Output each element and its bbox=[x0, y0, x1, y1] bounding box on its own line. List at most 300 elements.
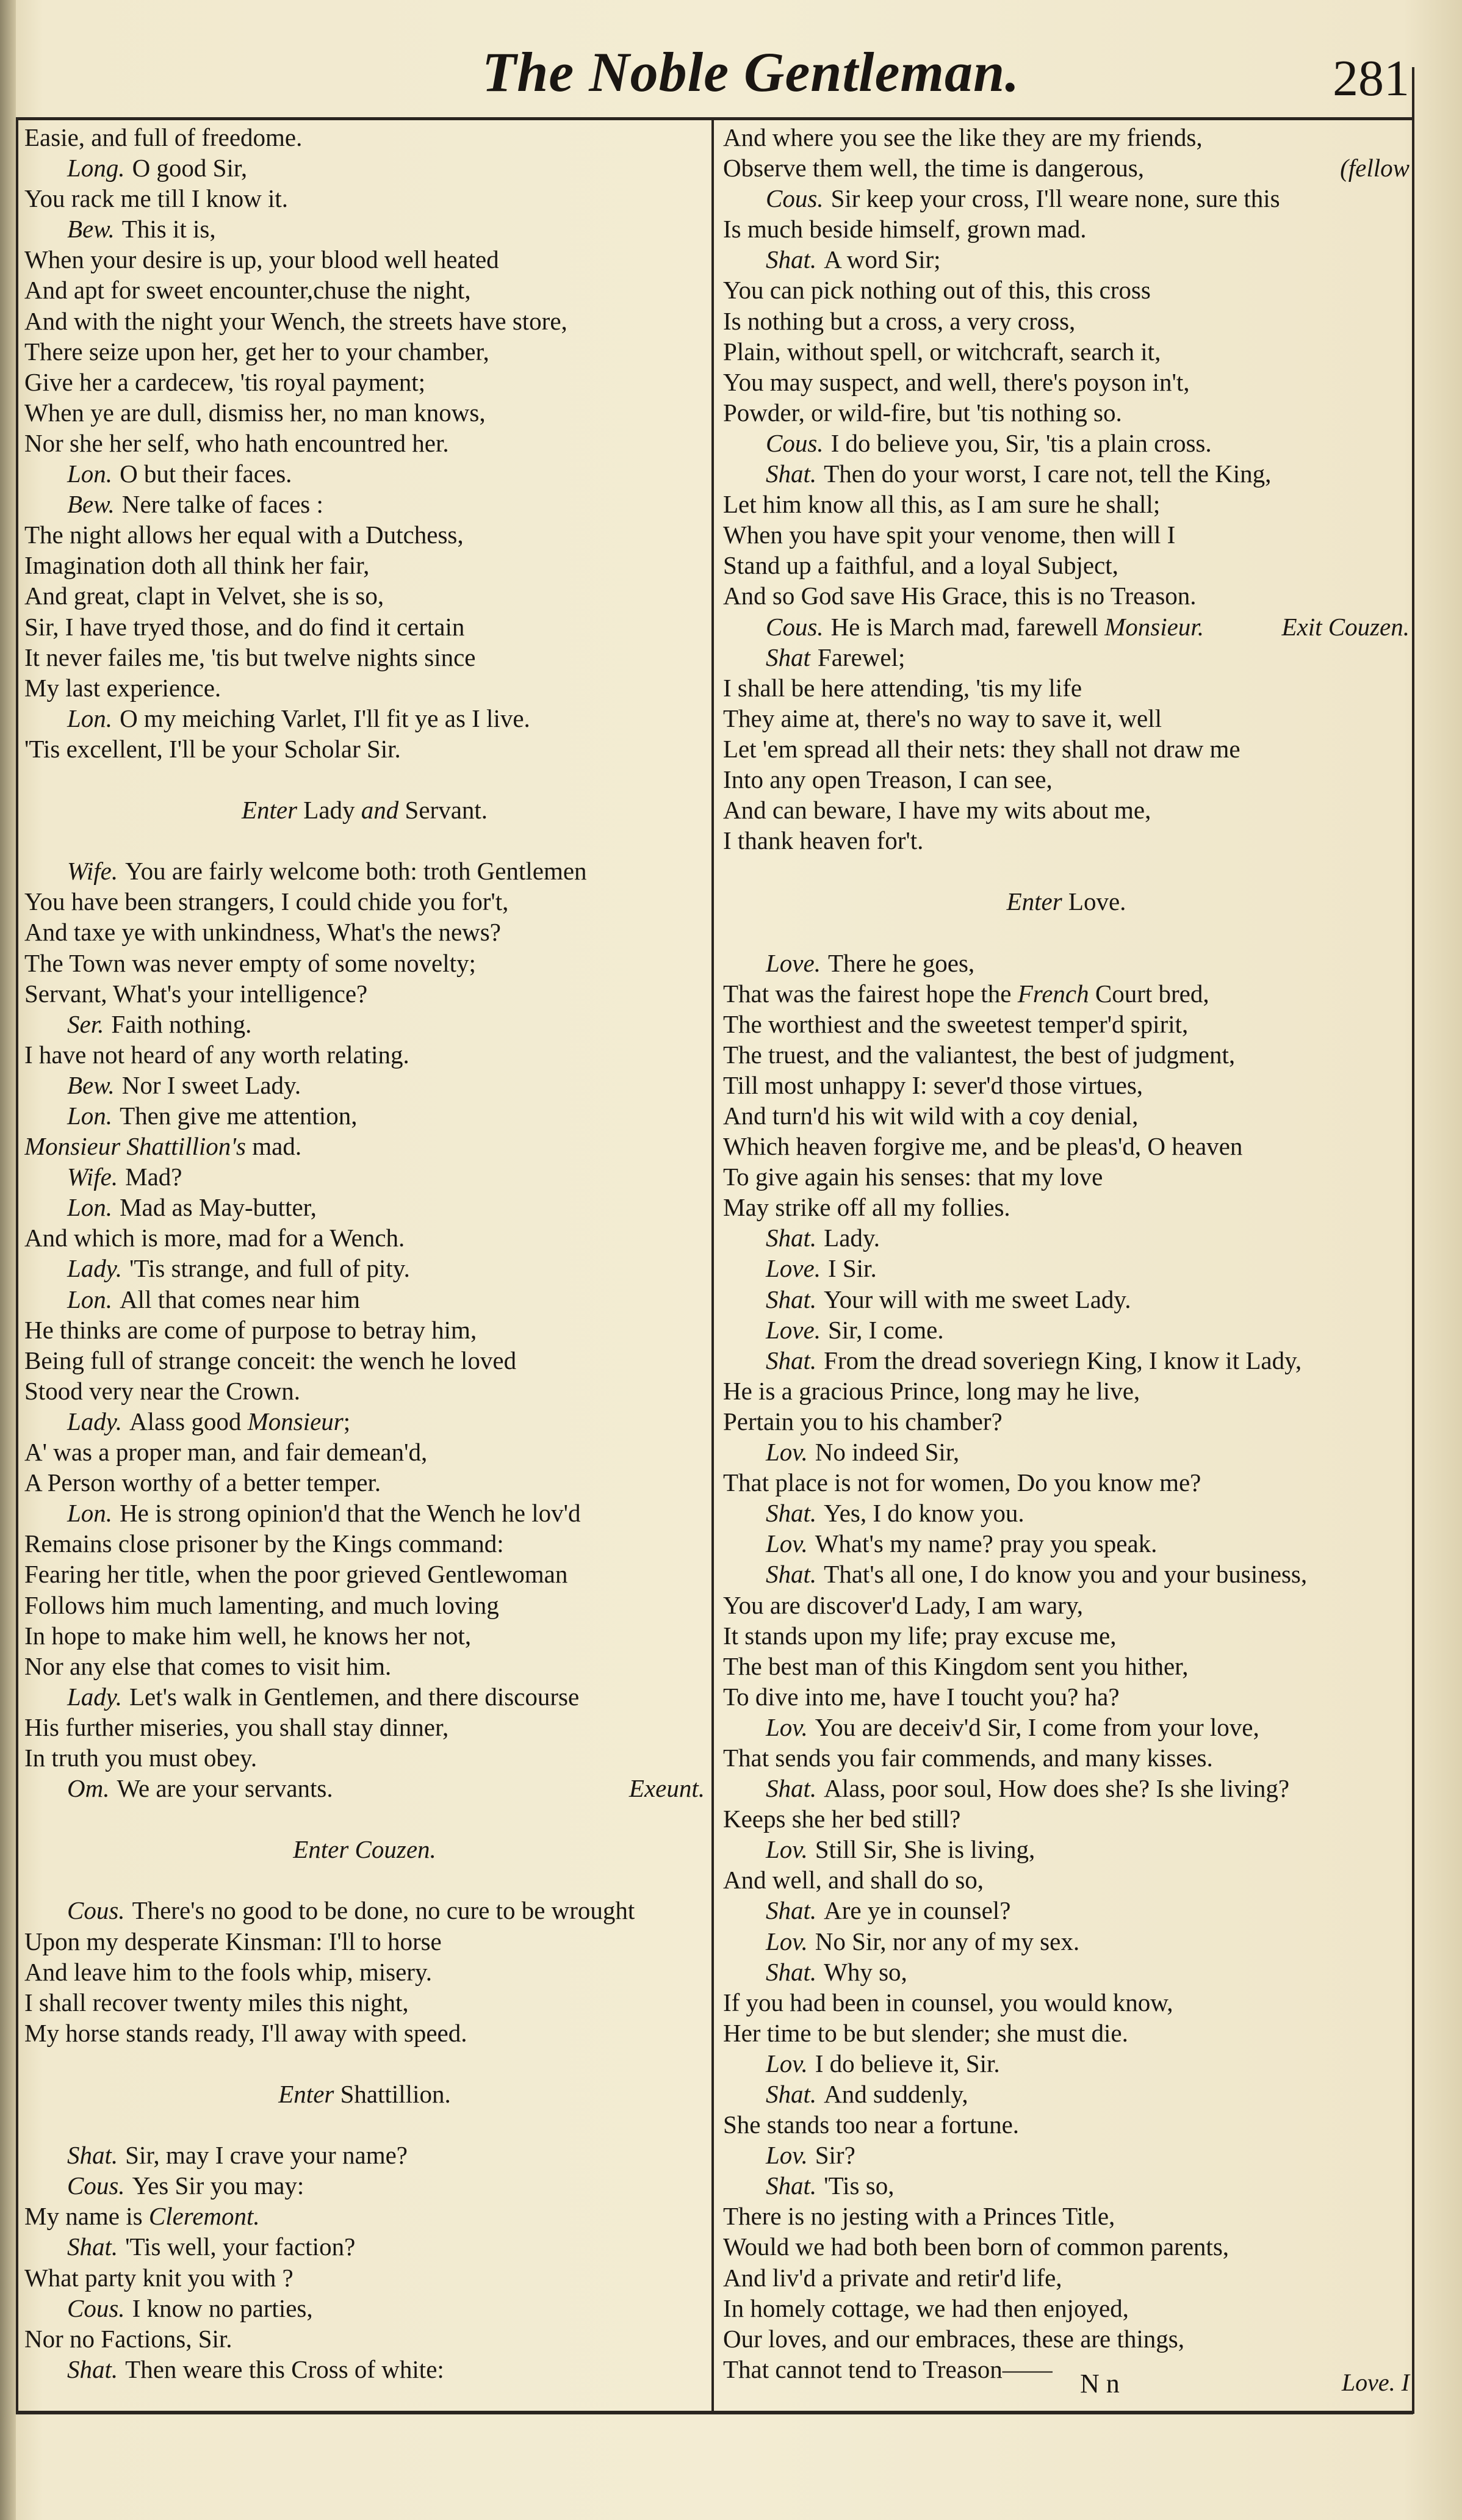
line-text: You are fairly welcome both: troth Gentlemen bbox=[125, 857, 587, 886]
line-text: I thank heaven for't. bbox=[723, 826, 924, 855]
line-text: And turn'd his wit wild with a coy denial, bbox=[723, 1102, 1139, 1130]
catchword: Love. I bbox=[1341, 2369, 1410, 2396]
verse-line bbox=[723, 703, 1410, 734]
speech-line bbox=[24, 1100, 705, 1131]
verse-line bbox=[723, 1742, 1410, 1773]
line-text: My name is bbox=[24, 2202, 143, 2231]
speaker-name: Lov. bbox=[766, 1529, 808, 1558]
speech-line bbox=[24, 2293, 705, 2323]
speaker-name: Cous. bbox=[766, 184, 824, 213]
line-text: Our loves, and our embraces, these are things, bbox=[723, 2324, 1184, 2353]
line-text: This it is, bbox=[121, 215, 216, 244]
line-text: You rack me till I know it. bbox=[24, 184, 289, 213]
line-text: O but their faces. bbox=[120, 460, 292, 488]
speaker-name: Shat. bbox=[766, 1560, 817, 1589]
speaker-name: Lov. bbox=[766, 2049, 808, 2078]
line-text: Sir? bbox=[815, 2141, 855, 2170]
line-text: I do believe it, Sir. bbox=[815, 2049, 1000, 2078]
verse-line bbox=[24, 1315, 705, 1345]
verse-line bbox=[24, 428, 705, 458]
speaker-name: Wife. bbox=[67, 857, 118, 886]
line-text: To give again his senses: that my love bbox=[723, 1163, 1103, 1191]
line-text: The best man of this Kingdom sent you hither, bbox=[723, 1652, 1189, 1680]
speaker-name: Bew. bbox=[67, 215, 115, 244]
speaker-name: Lov. bbox=[766, 1713, 808, 1741]
speaker-name: Lady. bbox=[67, 1254, 122, 1283]
line-text: There is no jesting with a Princes Title, bbox=[723, 2202, 1115, 2231]
line-text: Then give me attention, bbox=[120, 1102, 358, 1130]
verse-line bbox=[24, 183, 705, 214]
speech-line bbox=[723, 2079, 1410, 2109]
verse-line bbox=[24, 1437, 705, 1467]
verse-line bbox=[723, 2293, 1410, 2323]
speech-line bbox=[24, 214, 705, 244]
stage-direction-text: Shattillion. bbox=[340, 2080, 451, 2108]
speech-line bbox=[24, 1009, 705, 1039]
line-text: Which heaven forgive me, and be pleas'd, O heaven bbox=[723, 1132, 1243, 1161]
line-text: Is nothing but a cross, a very cross, bbox=[723, 306, 1076, 335]
verse-line bbox=[723, 1803, 1410, 1834]
speaker-name: Bew. bbox=[67, 1070, 115, 1099]
verse-line bbox=[723, 550, 1410, 580]
line-text: Give her a cardecew, 'tis royal payment; bbox=[24, 367, 426, 396]
line-text: In truth you must obey. bbox=[24, 1743, 257, 1772]
line-text: Nor any else that comes to visit him. bbox=[24, 1652, 392, 1680]
verse-line bbox=[723, 1100, 1410, 1131]
page-header bbox=[0, 0, 1462, 128]
speech-line bbox=[24, 153, 705, 183]
speech-line bbox=[24, 703, 705, 734]
speaker-name: Lon. bbox=[67, 1102, 113, 1130]
stage-direction-text: Servant. bbox=[405, 796, 488, 825]
binding-shadow bbox=[0, 0, 16, 2520]
line-text: I shall recover twenty miles this night, bbox=[24, 1988, 409, 2016]
speaker-name: Shat bbox=[766, 643, 810, 671]
speaker-name: Lov. bbox=[766, 1438, 808, 1467]
left-text-column bbox=[24, 122, 705, 2411]
stage-direction bbox=[24, 1834, 705, 1865]
verse-line bbox=[723, 1620, 1410, 1651]
line-text: Upon my desperate Kinsman: I'll to horse bbox=[24, 1927, 442, 1955]
speaker-name: Shat. bbox=[67, 2233, 118, 2261]
line-text: And so God save His Grace, this is no Treason. bbox=[723, 582, 1197, 610]
verse-line bbox=[723, 1987, 1410, 2018]
line-text: A' was a proper man, and fair demean'd, bbox=[24, 1438, 428, 1467]
line-text: Sir, I come. bbox=[827, 1315, 944, 1344]
column-divider-rule bbox=[711, 119, 714, 2414]
speech-line bbox=[723, 2170, 1410, 2201]
speaker-name: Cous. bbox=[766, 612, 824, 641]
line-text: O good Sir, bbox=[132, 154, 248, 182]
line-text: Still Sir, She is living, bbox=[815, 1835, 1035, 1864]
speech-line bbox=[723, 612, 1410, 642]
line-text: That sends you fair commends, and many kisses. bbox=[723, 1743, 1213, 1772]
speech-line bbox=[723, 1712, 1410, 1742]
line-text: And great, clapt in Velvet, she is so, bbox=[24, 582, 384, 610]
verse-line bbox=[24, 1131, 705, 1161]
line-text: Mad as May-butter, bbox=[120, 1193, 317, 1222]
line-text: When your desire is up, your blood well heated bbox=[24, 245, 499, 274]
verse-line bbox=[24, 673, 705, 703]
line-text: He thinks are come of purpose to betray him, bbox=[24, 1315, 477, 1344]
line-text: O my meiching Varlet, I'll fit ye as I live. bbox=[120, 704, 530, 732]
speech-line bbox=[24, 2170, 705, 2201]
line-text: 'Tis so, bbox=[824, 2172, 895, 2200]
speaker-name: Love. bbox=[766, 1315, 821, 1344]
verse-line bbox=[723, 2018, 1410, 2048]
verse-line bbox=[723, 214, 1410, 244]
blank-line bbox=[24, 1865, 705, 1895]
line-text: Are ye in counsel? bbox=[824, 1896, 1011, 1925]
verse-line bbox=[723, 1651, 1410, 1681]
verse-line bbox=[723, 2231, 1410, 2262]
line-text: And leave him to the fools whip, misery. bbox=[24, 1957, 433, 1986]
line-text: And where you see the like they are my friends, bbox=[723, 123, 1203, 151]
line-text: That cannot tend to Treason—— bbox=[723, 2355, 1053, 2383]
speaker-name: Lon. bbox=[67, 1285, 113, 1313]
verse-line bbox=[24, 1345, 705, 1376]
speaker-name: Shat. bbox=[766, 1896, 817, 1925]
italic-text: French bbox=[1017, 979, 1089, 1008]
verse-line bbox=[24, 978, 705, 1009]
speaker-name: Shat. bbox=[766, 1499, 817, 1528]
line-tail: ; bbox=[343, 1407, 351, 1435]
verse-line bbox=[723, 1009, 1410, 1039]
speaker-name: Shat. bbox=[766, 245, 817, 274]
italic-text: Monsieur. bbox=[1104, 612, 1204, 641]
speech-line bbox=[24, 489, 705, 519]
line-text: Why so, bbox=[824, 1957, 907, 1986]
speaker-name: Bew. bbox=[67, 490, 115, 519]
speaker-name: Lov. bbox=[766, 1927, 808, 1955]
stage-direction-text: Love. bbox=[1068, 887, 1126, 916]
line-text: That place is not for women, Do you know me? bbox=[723, 1468, 1201, 1497]
speaker-name: Ser. bbox=[67, 1009, 104, 1038]
line-text: We are your servants. bbox=[117, 1774, 333, 1803]
stage-direction bbox=[24, 2079, 705, 2109]
line-text: He is strong opinion'd that the Wench he lov'd bbox=[120, 1499, 581, 1528]
verse-line bbox=[723, 673, 1410, 703]
line-text: I have not heard of any worth relating. bbox=[24, 1040, 409, 1069]
line-text: Is much beside himself, grown mad. bbox=[723, 215, 1087, 244]
speech-line bbox=[723, 1528, 1410, 1559]
speaker-name: Cous. bbox=[766, 428, 824, 457]
blank-line bbox=[723, 856, 1410, 886]
line-text: The night allows her equal with a Dutchess, bbox=[24, 521, 464, 549]
line-text: Sir, I have tryed those, and do find it certain bbox=[24, 612, 465, 641]
line-text: The Town was never empty of some novelty; bbox=[24, 948, 476, 977]
speaker-name: Wife. bbox=[67, 1163, 118, 1191]
line-text: If you had been in counsel, you would know, bbox=[723, 1988, 1173, 2016]
speech-line bbox=[723, 1773, 1410, 1803]
verse-line bbox=[723, 306, 1410, 336]
verse-line bbox=[723, 1467, 1410, 1498]
verse-line bbox=[723, 275, 1410, 305]
line-text: mad. bbox=[252, 1132, 302, 1161]
blank-line bbox=[24, 764, 705, 795]
left-border-rule bbox=[16, 119, 18, 2414]
speech-line bbox=[24, 1895, 705, 1926]
line-text: And apt for sweet encounter,chuse the night, bbox=[24, 276, 471, 305]
line-text: She stands too near a fortune. bbox=[723, 2110, 1020, 2139]
verse-line bbox=[24, 1590, 705, 1620]
exit-direction: Exeunt. bbox=[628, 1774, 705, 1803]
verse-line bbox=[24, 580, 705, 611]
line-text: Nere talke of faces : bbox=[121, 490, 323, 519]
line-text: Then weare this Cross of white: bbox=[125, 2355, 444, 2383]
speech-line bbox=[24, 2354, 705, 2385]
verse-line bbox=[723, 489, 1410, 519]
verse-line bbox=[723, 1039, 1410, 1070]
line-text: You may suspect, and well, there's poyson in't, bbox=[723, 367, 1190, 396]
verse-line bbox=[24, 2323, 705, 2354]
speaker-name: Shat. bbox=[766, 2172, 817, 2200]
speech-line bbox=[723, 428, 1410, 458]
running-title: The Noble Gentleman. bbox=[482, 41, 1020, 103]
right-border-rule bbox=[1412, 67, 1414, 2414]
line-text: A word Sir; bbox=[824, 245, 941, 274]
line-text: Pertain you to his chamber? bbox=[723, 1407, 1003, 1435]
italic-text: Cleremont. bbox=[148, 2202, 260, 2231]
line-text: Easie, and full of freedome. bbox=[24, 123, 303, 151]
line-text: Nor she her self, who hath encountred her. bbox=[24, 428, 449, 457]
blank-line bbox=[24, 2109, 705, 2140]
stage-direction-conj: and bbox=[361, 796, 399, 825]
verse-line bbox=[24, 886, 705, 917]
speaker-name: Love. bbox=[766, 1254, 821, 1283]
blank-line bbox=[24, 825, 705, 856]
speaker-name: Shat. bbox=[766, 1957, 817, 1986]
blank-line bbox=[24, 1803, 705, 1834]
line-text: And can beware, I have my wits about me, bbox=[723, 796, 1151, 825]
line-text: It never failes me, 'tis but twelve nights since bbox=[24, 643, 476, 671]
line-text: You are discover'd Lady, I am wary, bbox=[723, 1590, 1083, 1619]
speaker-name: Shat. bbox=[766, 460, 817, 488]
verse-line bbox=[24, 2018, 705, 2048]
stage-direction-verb: Enter Couzen. bbox=[293, 1835, 436, 1864]
line-text: Then do your worst, I care not, tell the King, bbox=[824, 460, 1272, 488]
speaker-name: Lon. bbox=[67, 460, 113, 488]
verse-line bbox=[723, 1070, 1410, 1100]
verse-line bbox=[24, 1467, 705, 1498]
line-text: And well, and shall do so, bbox=[723, 1866, 984, 1894]
verse-line bbox=[723, 1192, 1410, 1222]
verse-line bbox=[24, 2201, 705, 2231]
speech-line bbox=[723, 1895, 1410, 1926]
verse-line bbox=[723, 2323, 1410, 2354]
line-text: That was the fairest hope the bbox=[723, 979, 1012, 1008]
line-text: And suddenly, bbox=[824, 2080, 968, 2108]
speech-line bbox=[24, 1253, 705, 1283]
line-text: From the dread soveriegn King, I know it Lady, bbox=[824, 1346, 1302, 1374]
verse-line bbox=[723, 397, 1410, 428]
speech-line bbox=[723, 642, 1410, 673]
verse-line bbox=[24, 1957, 705, 1987]
stage-direction-text: Lady bbox=[303, 796, 355, 825]
speaker-name: Shat. bbox=[766, 1774, 817, 1803]
speaker-name: Shat. bbox=[766, 1224, 817, 1252]
verse-line bbox=[24, 1620, 705, 1651]
line-text: Farewel; bbox=[817, 643, 906, 671]
line-text: Let him know all this, as I am sure he shall; bbox=[723, 490, 1161, 519]
line-text: May strike off all my follies. bbox=[723, 1193, 1010, 1222]
verse-line bbox=[723, 795, 1410, 825]
speaker-name: Cous. bbox=[67, 1896, 125, 1925]
verse-line bbox=[24, 642, 705, 673]
verse-line bbox=[723, 1406, 1410, 1437]
verse-line bbox=[723, 1681, 1410, 1712]
speech-line bbox=[24, 2231, 705, 2262]
stage-direction-verb: Enter bbox=[241, 796, 298, 825]
speaker-name: Lon. bbox=[67, 1193, 113, 1222]
line-text: You have been strangers, I could chide you for't, bbox=[24, 887, 509, 916]
line-text: Stood very near the Crown. bbox=[24, 1376, 301, 1405]
line-text: In homely cottage, we had then enjoyed, bbox=[723, 2294, 1129, 2322]
verse-line bbox=[723, 367, 1410, 397]
stage-direction bbox=[723, 886, 1410, 917]
speech-line bbox=[723, 1559, 1410, 1589]
speech-line bbox=[723, 1315, 1410, 1345]
verse-line bbox=[723, 1865, 1410, 1895]
speech-line bbox=[24, 856, 705, 886]
verse-line bbox=[24, 244, 705, 275]
line-text: There he goes, bbox=[827, 948, 975, 977]
verse-line bbox=[723, 122, 1410, 153]
speech-line bbox=[24, 2140, 705, 2170]
line-text: When ye are dull, dismiss her, no man knows, bbox=[24, 398, 486, 427]
line-text: Powder, or wild-fire, but 'tis nothing so. bbox=[723, 398, 1122, 427]
verse-line bbox=[24, 734, 705, 764]
speaker-name: Lady. bbox=[67, 1682, 122, 1711]
verse-line bbox=[723, 2109, 1410, 2140]
line-text: Till most unhappy I: sever'd those virtues, bbox=[723, 1070, 1143, 1099]
verse-line bbox=[723, 1376, 1410, 1406]
header-rule bbox=[16, 117, 1413, 120]
line-text: And taxe ye with unkindness, What's the news? bbox=[24, 918, 501, 947]
line-text: I Sir. bbox=[827, 1254, 877, 1283]
line-text: He is a gracious Prince, long may he live, bbox=[723, 1376, 1140, 1405]
line-text: The worthiest and the sweetest temper'd spirit, bbox=[723, 1009, 1189, 1038]
speaker-name: Shat. bbox=[766, 1346, 817, 1374]
verse-line bbox=[24, 1039, 705, 1070]
line-text: It stands upon my life; pray excuse me, bbox=[723, 1621, 1117, 1650]
speaker-name: Cous. bbox=[67, 2294, 125, 2322]
verse-line bbox=[723, 734, 1410, 764]
verse-line bbox=[723, 978, 1410, 1009]
line-text: 'Tis excellent, I'll be your Scholar Sir. bbox=[24, 734, 401, 763]
line-text: Keeps she her bed still? bbox=[723, 1805, 961, 1833]
line-text: Servant, What's your intelligence? bbox=[24, 979, 368, 1008]
verse-line bbox=[723, 1590, 1410, 1620]
speech-line bbox=[723, 1222, 1410, 1253]
line-text: The truest, and the valiantest, the best of judgment, bbox=[723, 1040, 1236, 1069]
line-text: Alass good bbox=[129, 1407, 242, 1435]
verse-line bbox=[24, 1742, 705, 1773]
speaker-name: Long. bbox=[67, 154, 125, 182]
verse-line bbox=[24, 1987, 705, 2018]
line-text: My horse stands ready, I'll away with speed. bbox=[24, 2018, 467, 2047]
line-text: I do believe you, Sir, 'tis a plain cross. bbox=[830, 428, 1212, 457]
line-text: Into any open Treason, I can see, bbox=[723, 765, 1053, 793]
line-text: Remains close prisoner by the Kings command: bbox=[24, 1529, 504, 1558]
line-text: When you have spit your venome, then will I bbox=[723, 521, 1176, 549]
speech-line bbox=[24, 1406, 705, 1437]
line-text: Court bred, bbox=[1095, 979, 1209, 1008]
speech-line bbox=[723, 1437, 1410, 1467]
line-text: Let 'em spread all their nets: they shall not draw me bbox=[723, 734, 1241, 763]
verse-line bbox=[24, 519, 705, 550]
line-text: A Person worthy of a better temper. bbox=[24, 1468, 381, 1497]
verse-line bbox=[24, 1651, 705, 1681]
italic-text: Monsieur bbox=[247, 1407, 344, 1435]
line-text: I shall be here attending, 'tis my life bbox=[723, 673, 1082, 702]
stage-direction bbox=[24, 795, 705, 825]
speaker-name: Om. bbox=[67, 1774, 110, 1803]
verse-line bbox=[24, 550, 705, 580]
speech-line bbox=[24, 1161, 705, 1192]
line-text: Yes Sir you may: bbox=[132, 2172, 304, 2200]
line-text: In hope to make him well, he knows her not, bbox=[24, 1621, 472, 1650]
line-text: Plain, without spell, or witchcraft, search it, bbox=[723, 337, 1161, 366]
verse-line bbox=[24, 1926, 705, 1957]
line-text: You can pick nothing out of this, this cross bbox=[723, 276, 1151, 305]
speech-line bbox=[24, 1192, 705, 1222]
verse-line bbox=[24, 397, 705, 428]
line-text: Sir keep your cross, I'll weare none, sure this bbox=[830, 184, 1280, 213]
verse-line bbox=[24, 336, 705, 367]
line-text: I know no parties, bbox=[132, 2294, 313, 2322]
speaker-name: Shat. bbox=[67, 2355, 118, 2383]
signature-mark: N n bbox=[1080, 2369, 1120, 2399]
verse-line bbox=[24, 275, 705, 305]
speech-line bbox=[723, 1926, 1410, 1957]
speaker-name: Shat. bbox=[766, 2080, 817, 2108]
line-text: Alass, poor soul, How does she? Is she living? bbox=[824, 1774, 1290, 1803]
verse-line bbox=[24, 1528, 705, 1559]
line-text: 'Tis well, your faction? bbox=[125, 2233, 356, 2261]
line-text: And liv'd a private and retir'd life, bbox=[723, 2263, 1062, 2292]
verse-line bbox=[24, 367, 705, 397]
verse-line bbox=[24, 1559, 705, 1589]
verse-line bbox=[24, 306, 705, 336]
line-text: Your will with me sweet Lady. bbox=[824, 1285, 1131, 1313]
line-text: Mad? bbox=[125, 1163, 182, 1191]
blank-line bbox=[723, 917, 1410, 947]
speech-line bbox=[24, 458, 705, 489]
speech-line bbox=[24, 1681, 705, 1712]
line-text: And which is more, mad for a Wench. bbox=[24, 1224, 405, 1252]
verse-line bbox=[723, 1161, 1410, 1192]
line-text: To dive into me, have I toucht you? ha? bbox=[723, 1682, 1120, 1711]
speaker-name: Cous. bbox=[67, 2172, 125, 2200]
speaker-name: Love. bbox=[766, 948, 821, 977]
speech-line bbox=[723, 2048, 1410, 2079]
line-text: My last experience. bbox=[24, 673, 221, 702]
verse-line bbox=[24, 1376, 705, 1406]
line-text: All that comes near him bbox=[120, 1285, 361, 1313]
line-text: No indeed Sir, bbox=[815, 1438, 960, 1467]
speech-line bbox=[723, 2140, 1410, 2170]
stage-direction-verb: Enter bbox=[1006, 887, 1062, 916]
verse-line bbox=[723, 519, 1410, 550]
speech-line bbox=[24, 1070, 705, 1100]
verse-line bbox=[24, 917, 705, 947]
speaker-name: Lon. bbox=[67, 704, 113, 732]
verse-line bbox=[723, 825, 1410, 856]
line-text: Would we had both been born of common parents, bbox=[723, 2233, 1230, 2261]
line-text: Nor I sweet Lady. bbox=[121, 1070, 301, 1099]
verse-line bbox=[24, 2262, 705, 2293]
